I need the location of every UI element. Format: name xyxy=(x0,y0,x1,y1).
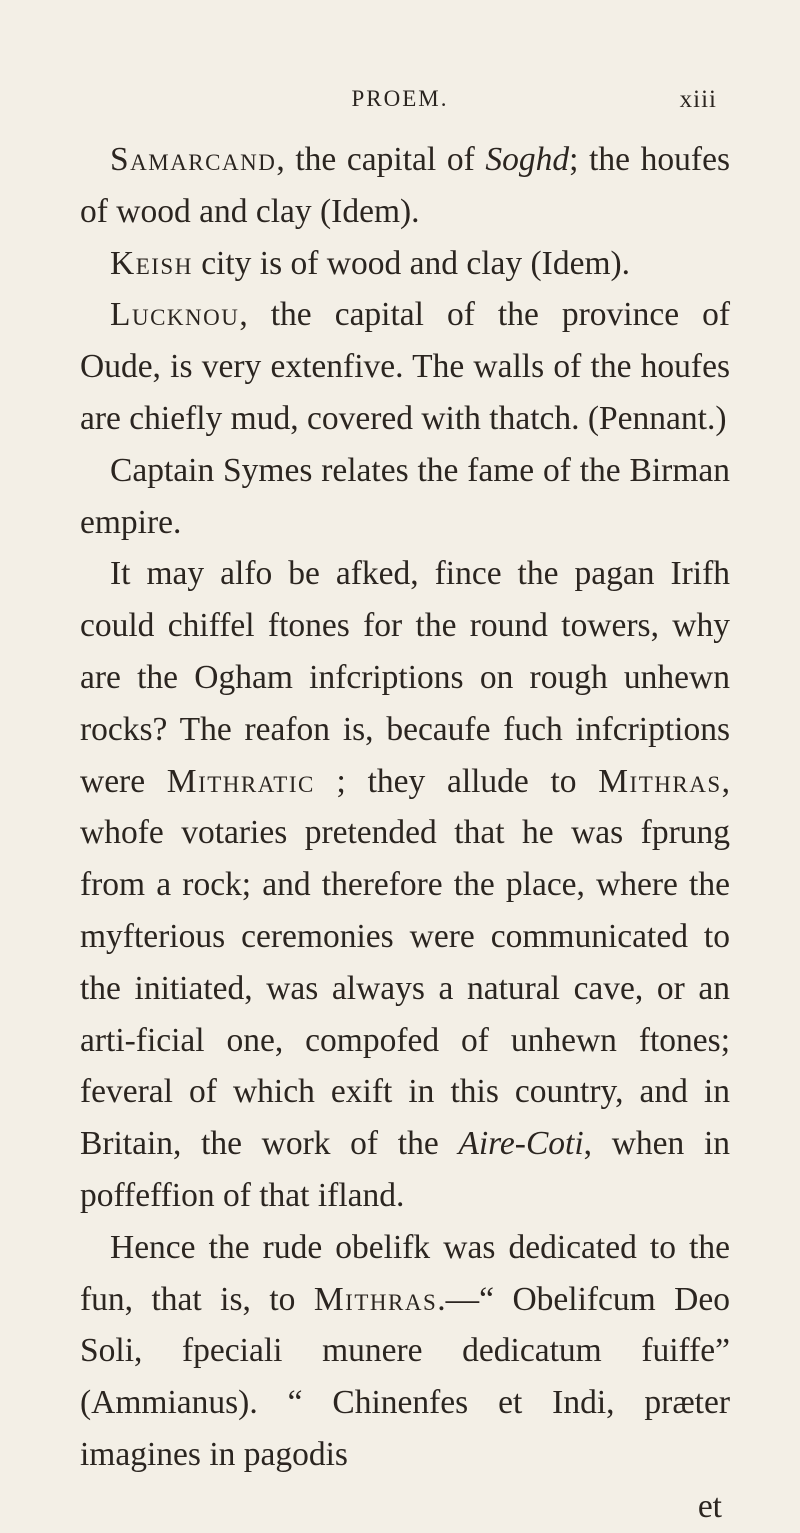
paragraph-ogham xyxy=(80,548,730,1221)
paragraph-samarcand xyxy=(80,134,730,238)
italic-term-aire-coti: Aire-Coti xyxy=(458,1125,584,1163)
term-mithras: Mithras xyxy=(598,762,722,800)
paragraph-text: , the capital of xyxy=(276,141,486,178)
place-name-samarcand: Samarcand xyxy=(110,141,277,178)
catchword: et xyxy=(697,1487,722,1525)
page-number: xiii xyxy=(679,86,717,113)
paragraph-text: Captain Symes relates the fame of the Birman empire. xyxy=(80,451,730,541)
paragraph-text: , when in poffeffion of that ifland. xyxy=(80,1125,730,1214)
paragraph-text: ; the houfes of wood and clay (Idem). xyxy=(80,141,730,230)
paragraph-lucknou xyxy=(80,289,730,444)
term-mithratic: Mithratic xyxy=(166,762,315,800)
paragraph-text: , whofe votaries pretended that he was fprung from a rock; and therefore the place, where the myfterious ceremonies were communicated to the initiated, was always a natural cave, or an arti-ficial one, compofed of unhewn ftones; feveral of which exift in this country, and in Britain, the work of the xyxy=(80,762,730,1163)
paragraph-obelisk xyxy=(80,1222,730,1481)
running-head xyxy=(0,86,800,126)
paragraph-text: ; they allude to xyxy=(314,762,599,800)
paragraph-text: It may alfo be afked, fince the pagan Irifh could chiffel ftones for the round towers, why are the Ogham infcriptions on rough unhewn rocks? The reafon is, becaufe fuch infcriptions were xyxy=(80,555,730,800)
italic-term-soghd: Soghd xyxy=(485,141,570,178)
paragraph-text: city is of wood and clay (Idem). xyxy=(192,244,631,282)
term-mithras: Mithras xyxy=(313,1280,438,1318)
paragraph-keish xyxy=(80,238,730,290)
place-name-lucknou: Lucknou xyxy=(110,296,240,334)
paragraph-text: , the capital of the province of Oude, is very extenfive. The walls of the houfes are chiefly mud, covered with thatch. (Pennant.) xyxy=(80,296,730,437)
place-name-keish: Keish xyxy=(110,244,193,282)
paragraph-text: .—“ Obelifcum Deo Soli, fpeciali munere dedicatum fuiffe” (Ammianus). “ Chinenfes et Indi, præter imagines in pagodis xyxy=(80,1280,730,1473)
paragraph-text: Hence the rude obelifk was dedicated to the fun, that is, to xyxy=(80,1228,730,1318)
running-title: PROEM. xyxy=(351,86,449,111)
paragraph-symes xyxy=(80,445,730,549)
body-text xyxy=(80,134,730,1533)
